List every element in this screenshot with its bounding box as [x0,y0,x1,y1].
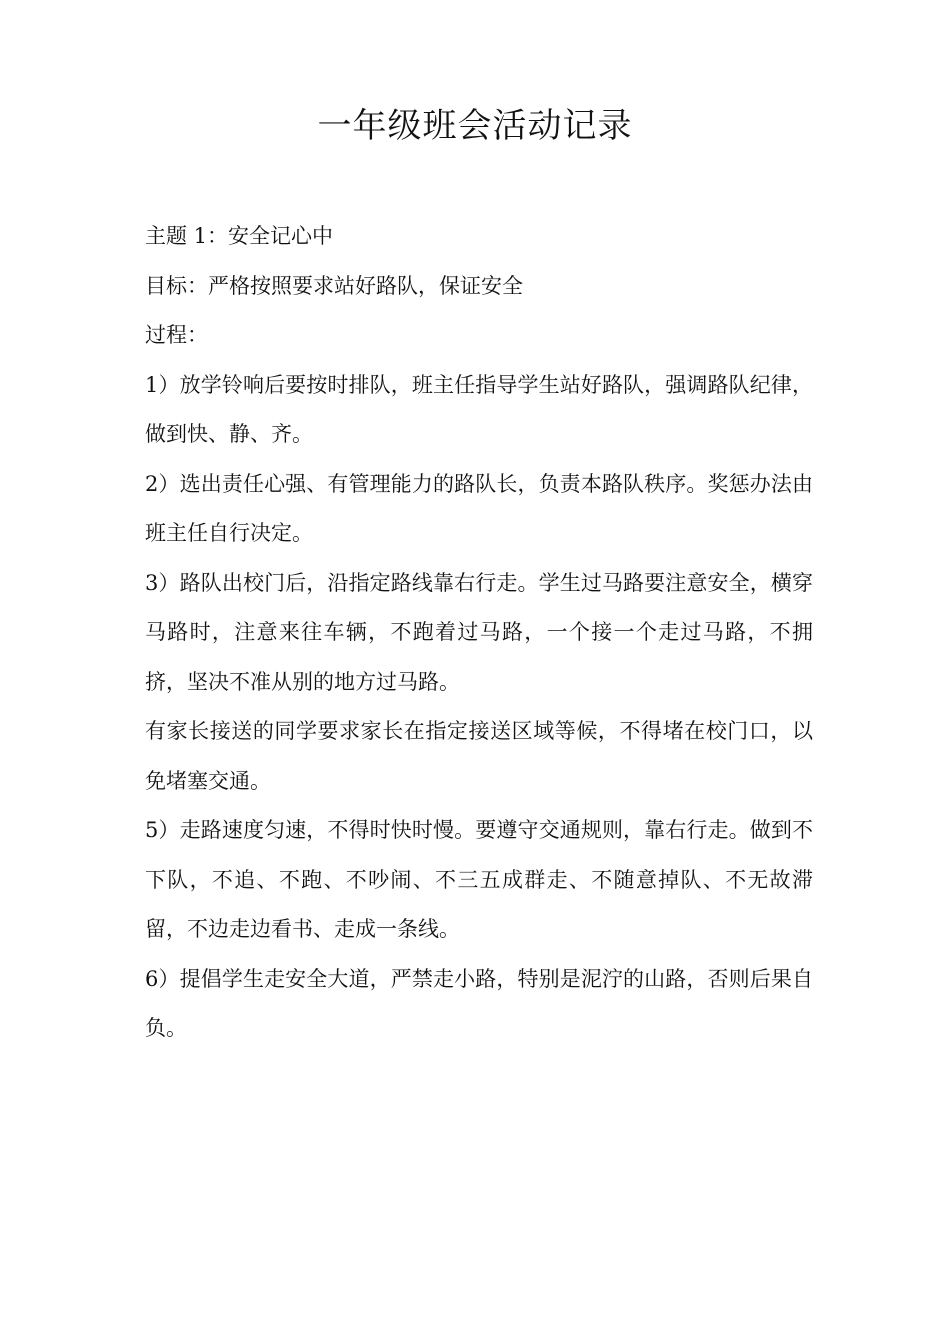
paragraph-step-5: 5）走路速度匀速，不得时快时慢。要遵守交通规则，靠右行走。做到不下队，不追、不跑、不吵闹、不三五成群走、不随意掉队、不无故滞留，不边走边看书、走成一条线。 [145,818,813,941]
document-body [145,212,813,1054]
paragraph-goal: 目标：严格按照要求站好路队，保证安全 [145,273,523,298]
paragraph-step-1: 1）放学铃响后要按时排队，班主任指导学生站好路队，强调路队纪律，做到快、静、齐。 [145,372,813,446]
paragraph-topic: 主题 1：安全记心中 [145,224,334,248]
paragraph-step-3: 3）路队出校门后，沿指定路线靠右行走。学生过马路要注意安全，横穿马路时，注意来往车辆，不跑着过马路，一个接一个走过马路，不拥挤，坚决不准从别的地方过马路。 [145,570,813,694]
paragraph-step-6: 6）提倡学生走安全大道，严禁走小路，特别是泥泞的山路，否则后果自负。 [145,966,813,1040]
paragraph-process-heading: 过程： [145,323,208,347]
document-title: 一年级班会活动记录 [317,106,633,146]
paragraph-step-2: 2）选出责任心强、有管理能力的路队长，负责本路队秩序。奖惩办法由班主任自行决定。 [145,471,813,545]
paragraph-parents-note: 有家长接送的同学要求家长在指定接送区域等候，不得堵在校门口，以免堵塞交通。 [145,719,813,793]
